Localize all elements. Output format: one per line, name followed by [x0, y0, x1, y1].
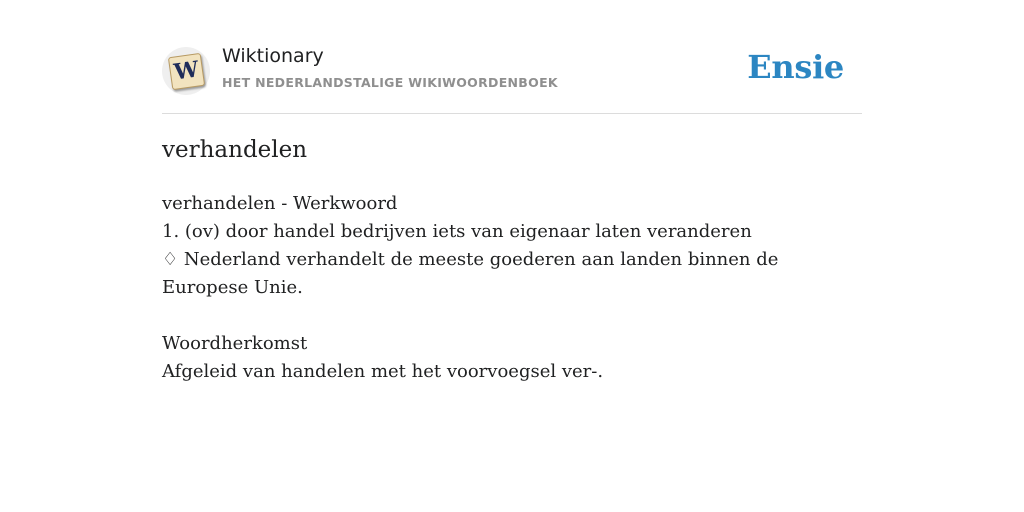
- etymology-text: Afgeleid van handelen met het voorvoegsel ver-.: [162, 361, 604, 382]
- definition-line: 1. (ov) door handel bedrijven iets van eigenaar laten veranderen: [162, 221, 752, 242]
- logo-tile: [168, 53, 205, 90]
- site-name[interactable]: Wiktionary: [222, 45, 324, 67]
- wiktionary-logo-icon[interactable]: [162, 47, 210, 95]
- ensie-brand-link[interactable]: Ensie: [747, 48, 844, 86]
- page-title: verhandelen: [162, 137, 308, 163]
- spacer: [162, 302, 852, 330]
- entry-content: [162, 190, 852, 386]
- logo-letter: W: [172, 56, 201, 86]
- site-header: [162, 0, 862, 114]
- etymology-heading: Woordherkomst: [162, 333, 308, 354]
- page-container: [162, 0, 862, 382]
- word-class-line: verhandelen - Werkwoord: [162, 193, 398, 214]
- example-sentence: ♢ Nederland verhandelt de meeste goederen aan landen binnen de Europese Unie.: [162, 249, 779, 298]
- site-tagline: HET NEDERLANDSTALIGE WIKIWOORDENBOEK: [222, 75, 558, 90]
